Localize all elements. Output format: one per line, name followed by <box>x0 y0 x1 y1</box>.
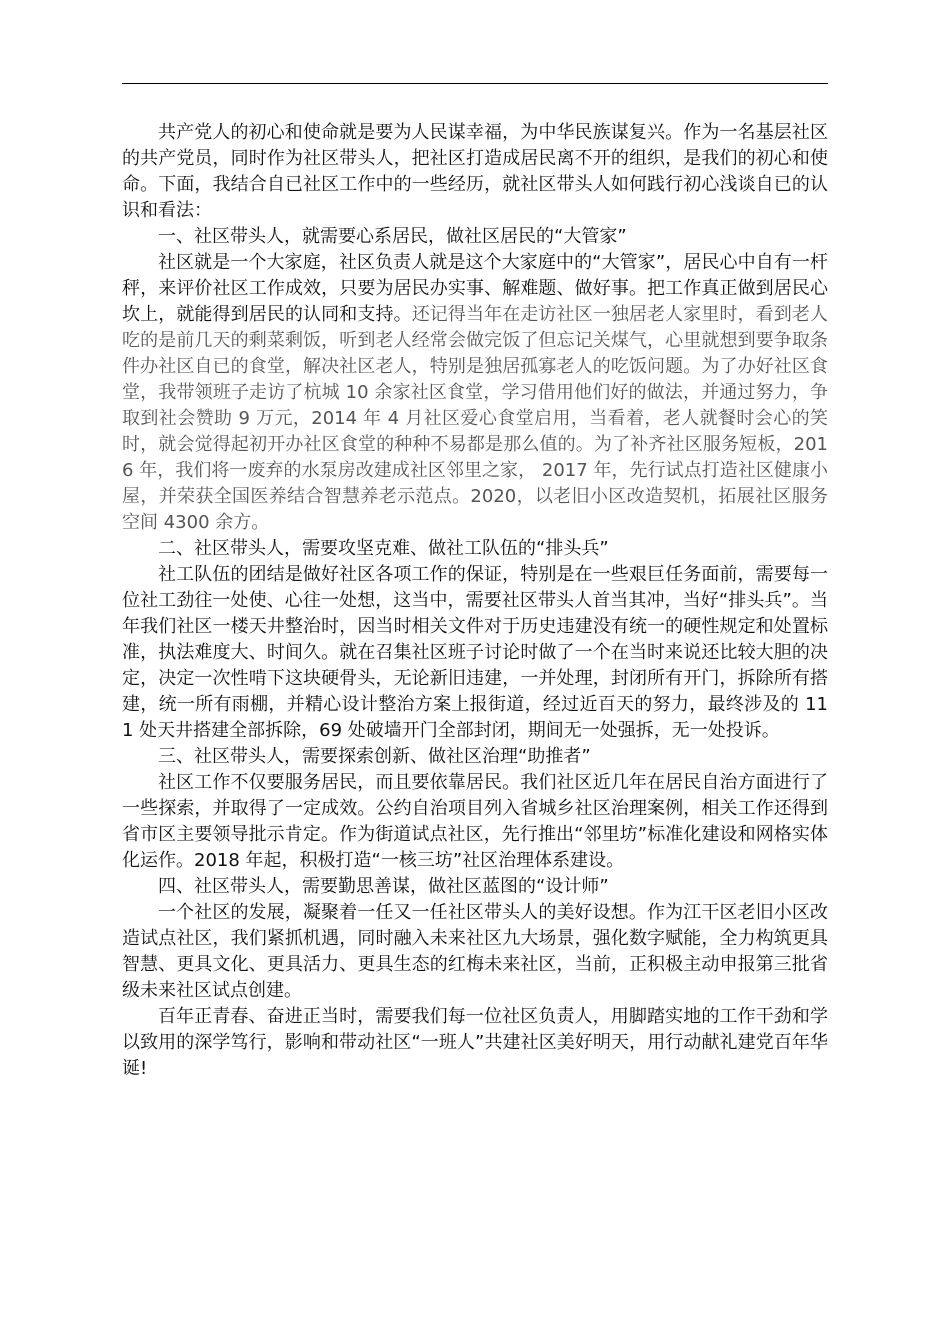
closing-paragraph: 百年正青春、奋进正当时，需要我们每一位社区负责人，用脚踏实地的工作干劲和学以致用的深学笃行，影响和带动社区“一班人”共建社区美好明天，用行动献礼建党百年华诞! <box>122 1006 828 1079</box>
section-3-heading: 三、社区带头人，需要探索创新、做社区治理“助推者” <box>158 746 591 767</box>
section-4-heading: 四、社区带头人，需要勤思善谋，做社区蓝图的“设计师” <box>158 876 609 897</box>
section-3-paragraph: 社区工作不仅要服务居民，而且要依靠居民。我们社区近几年在居民自治方面进行了一些探索，并取得了一定成效。公约自治项目列入省城乡社区治理案例，相关工作还得到省市区主要领导批示肯定。作为街道试点社区，先行推出“邻里坊”标准化建设和网格实体化运作。2018 年起，积极打造“一核三坊”社区治理体系建设。 <box>122 772 828 871</box>
intro-paragraph: 共产党人的初心和使命就是要为人民谋幸福，为中华民族谋复兴。作为一名基层社区的共产党员，同时作为社区带头人，把社区打造成居民离不开的组织，是我们的初心和使命。下面，我结合自已社区工作中的一些经历，就社区带头人如何践行初心浅谈自已的认识和看法： <box>122 122 828 221</box>
section-2-heading: 二、社区带头人，需要攻坚克难、做社工队伍的“排头兵” <box>158 538 609 559</box>
document-body <box>122 120 828 1082</box>
section-1-text-part-2: 还记得当年在走访社区一独居老人家里时，看到老人吃的是前几天的剩菜剩饭，听到老人经常会做完饭了但忘记关煤气，心里就想到要争取条件办社区自已的食堂，解决社区老人，特别是独居孤寡老人的吃饭问题。为了办好社区食堂，我带领班子走访了杭城 10 余家社区食堂，学习借用他们好的做法，并通过努力，争取到社会赞助 9 万元，2014 年 4 月社区爱心食堂启用，当看着，老人就餐时会心的笑时，就会觉得起初开办社区食堂的种种不易都是那么值的。为了补齐社区服务短板，2016 年，我们将一废弃的水泵房改建成社区邻里之家， 2017 年，先行试点打造社区健康小屋，并荣获全国医养结合智慧养老示范点。2020，以老旧小区改造契机，拓展社区服务空间 4300 余方。 <box>122 304 829 533</box>
section-1-heading: 一、社区带头人，就需要心系居民，做社区居民的“大管家” <box>158 226 627 247</box>
section-1-text-part-1: 社区就是一个大家庭，社区负责人就是这个大家庭中的“大管家”，居民心中自有一杆秤，来评价社区工作成效，只要为居民办实事、解难题、做好事。把工作真正做到居民心坎上，就能得到居民的认同和支持。 <box>122 252 828 325</box>
section-4-paragraph: 一个社区的发展，凝聚着一任又一任社区带头人的美好设想。作为江干区老旧小区改造试点社区，我们紧抓机遇，同时融入未来社区九大场景，强化数字赋能，全力构筑更具智慧、更具文化、更具活力、更具生态的红梅未来社区，当前，正积极主动申报第三批省级未来社区试点创建。 <box>122 902 828 1001</box>
section-2-paragraph: 社工队伍的团结是做好社区各项工作的保证，特别是在一些艰巨任务面前，需要每一位社工劲往一处使、心往一处想，这当中，需要社区带头人首当其冲，当好“排头兵”。当年我们社区一楼天井整治时，因当时相关文件对于历史违建没有统一的硬性规定和处置标准，执法难度大、时间久。就在召集社区班子讨论时做了一个在当时来说还比较大胆的决定，决定一次性啃下这块硬骨头，无论新旧违建，一并处理，封闭所有开门，拆除所有搭建，统一所有雨棚，并精心设计整治方案上报街道，经过近百天的努力，最终涉及的 111 处天井搭建全部拆除，69 处破墙开门全部封闭，期间无一处强拆，无一处投诉。 <box>122 564 828 741</box>
section-1-paragraph <box>122 250 828 536</box>
header-rule <box>122 83 828 84</box>
